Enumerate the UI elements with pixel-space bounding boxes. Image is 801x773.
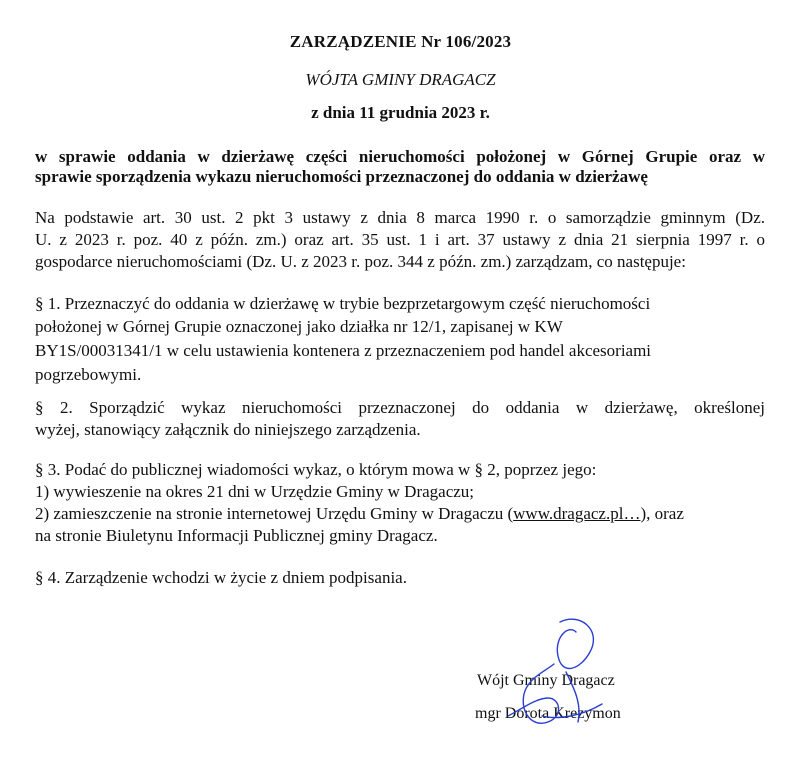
paragraph-3-item-2-prefix: 2) zamieszczenie na stronie internetowej Urzędu Gminy w Dragaczu ( (35, 504, 514, 523)
paragraph-1-line-1: § 1. Przeznaczyć do oddania w dzierżawę w trybie bezprzetargowym część nieruchomości (35, 294, 651, 313)
website-link[interactable]: www.dragacz.pl… (513, 504, 641, 523)
paragraph-3-item-2-line-2: na stronie Biuletynu Informacji Publicznej gminy Dragacz. (35, 526, 438, 545)
paragraph-3-item-1: 1) wywieszenie na okres 21 dni w Urzędzie Gminy w Dragaczu; (35, 482, 475, 501)
signature-role: Wójt Gminy Dragacz (477, 672, 615, 689)
document-date: z dnia 11 grudnia 2023 r. (311, 103, 490, 122)
paragraph-3-intro: § 3. Podać do publicznej wiadomości wykaz, o którym mowa w § 2, poprzez jego: (35, 460, 597, 479)
paragraph-2-line-1: § 2. Sporządzić wykaz nieruchomości przeznaczonej do oddania w dzierżawę, określonej (35, 398, 765, 417)
paragraph-3-item-2 (35, 503, 684, 525)
signature-name: mgr Dorota Krezymon (475, 705, 621, 722)
paragraph-4: § 4. Zarządzenie wchodzi w życie z dniem podpisania. (35, 568, 407, 587)
handwritten-signature (498, 612, 618, 737)
subject-line-1: w sprawie oddania w dzierżawę części nieruchomości położonej w Górnej Grupie oraz w (35, 147, 765, 166)
preamble-line-1: Na podstawie art. 30 ust. 2 pkt 3 ustawy z dnia 8 marca 1990 r. o samorządzie gminnym (Dz. (35, 208, 765, 227)
issuer-line: WÓJTA GMINY DRAGACZ (305, 70, 496, 89)
preamble-line-2: U. z 2023 r. poz. 40 z późn. zm.) oraz art. 35 ust. 1 i art. 37 ustawy z dnia 21 sierpnia 1997 r. o (35, 230, 765, 249)
subject-line-2: sprawie sporządzenia wykazu nieruchomości przeznaczonej do oddania w dzierżawę (35, 167, 648, 186)
paragraph-1-line-2: położonej w Górnej Grupie oznaczonej jako działka nr 12/1, zapisanej w KW (35, 317, 563, 336)
paragraph-3-item-2-suffix: ), oraz (640, 504, 684, 523)
paragraph-1-line-3: BY1S/00031341/1 w celu ustawienia kontenera z przeznaczeniem pod handel akcesoriami (35, 341, 652, 360)
document-title: ZARZĄDZENIE Nr 106/2023 (289, 32, 512, 51)
signature-stroke (508, 619, 602, 723)
preamble-line-3: gospodarce nieruchomościami (Dz. U. z 2023 r. poz. 344 z późn. zm.) zarządzam, co następuje: (35, 252, 686, 271)
paragraph-1-line-4: pogrzebowymi. (35, 365, 142, 384)
paragraph-2-line-2: wyżej, stanowiący załącznik do niniejszego zarządzenia. (35, 420, 421, 439)
